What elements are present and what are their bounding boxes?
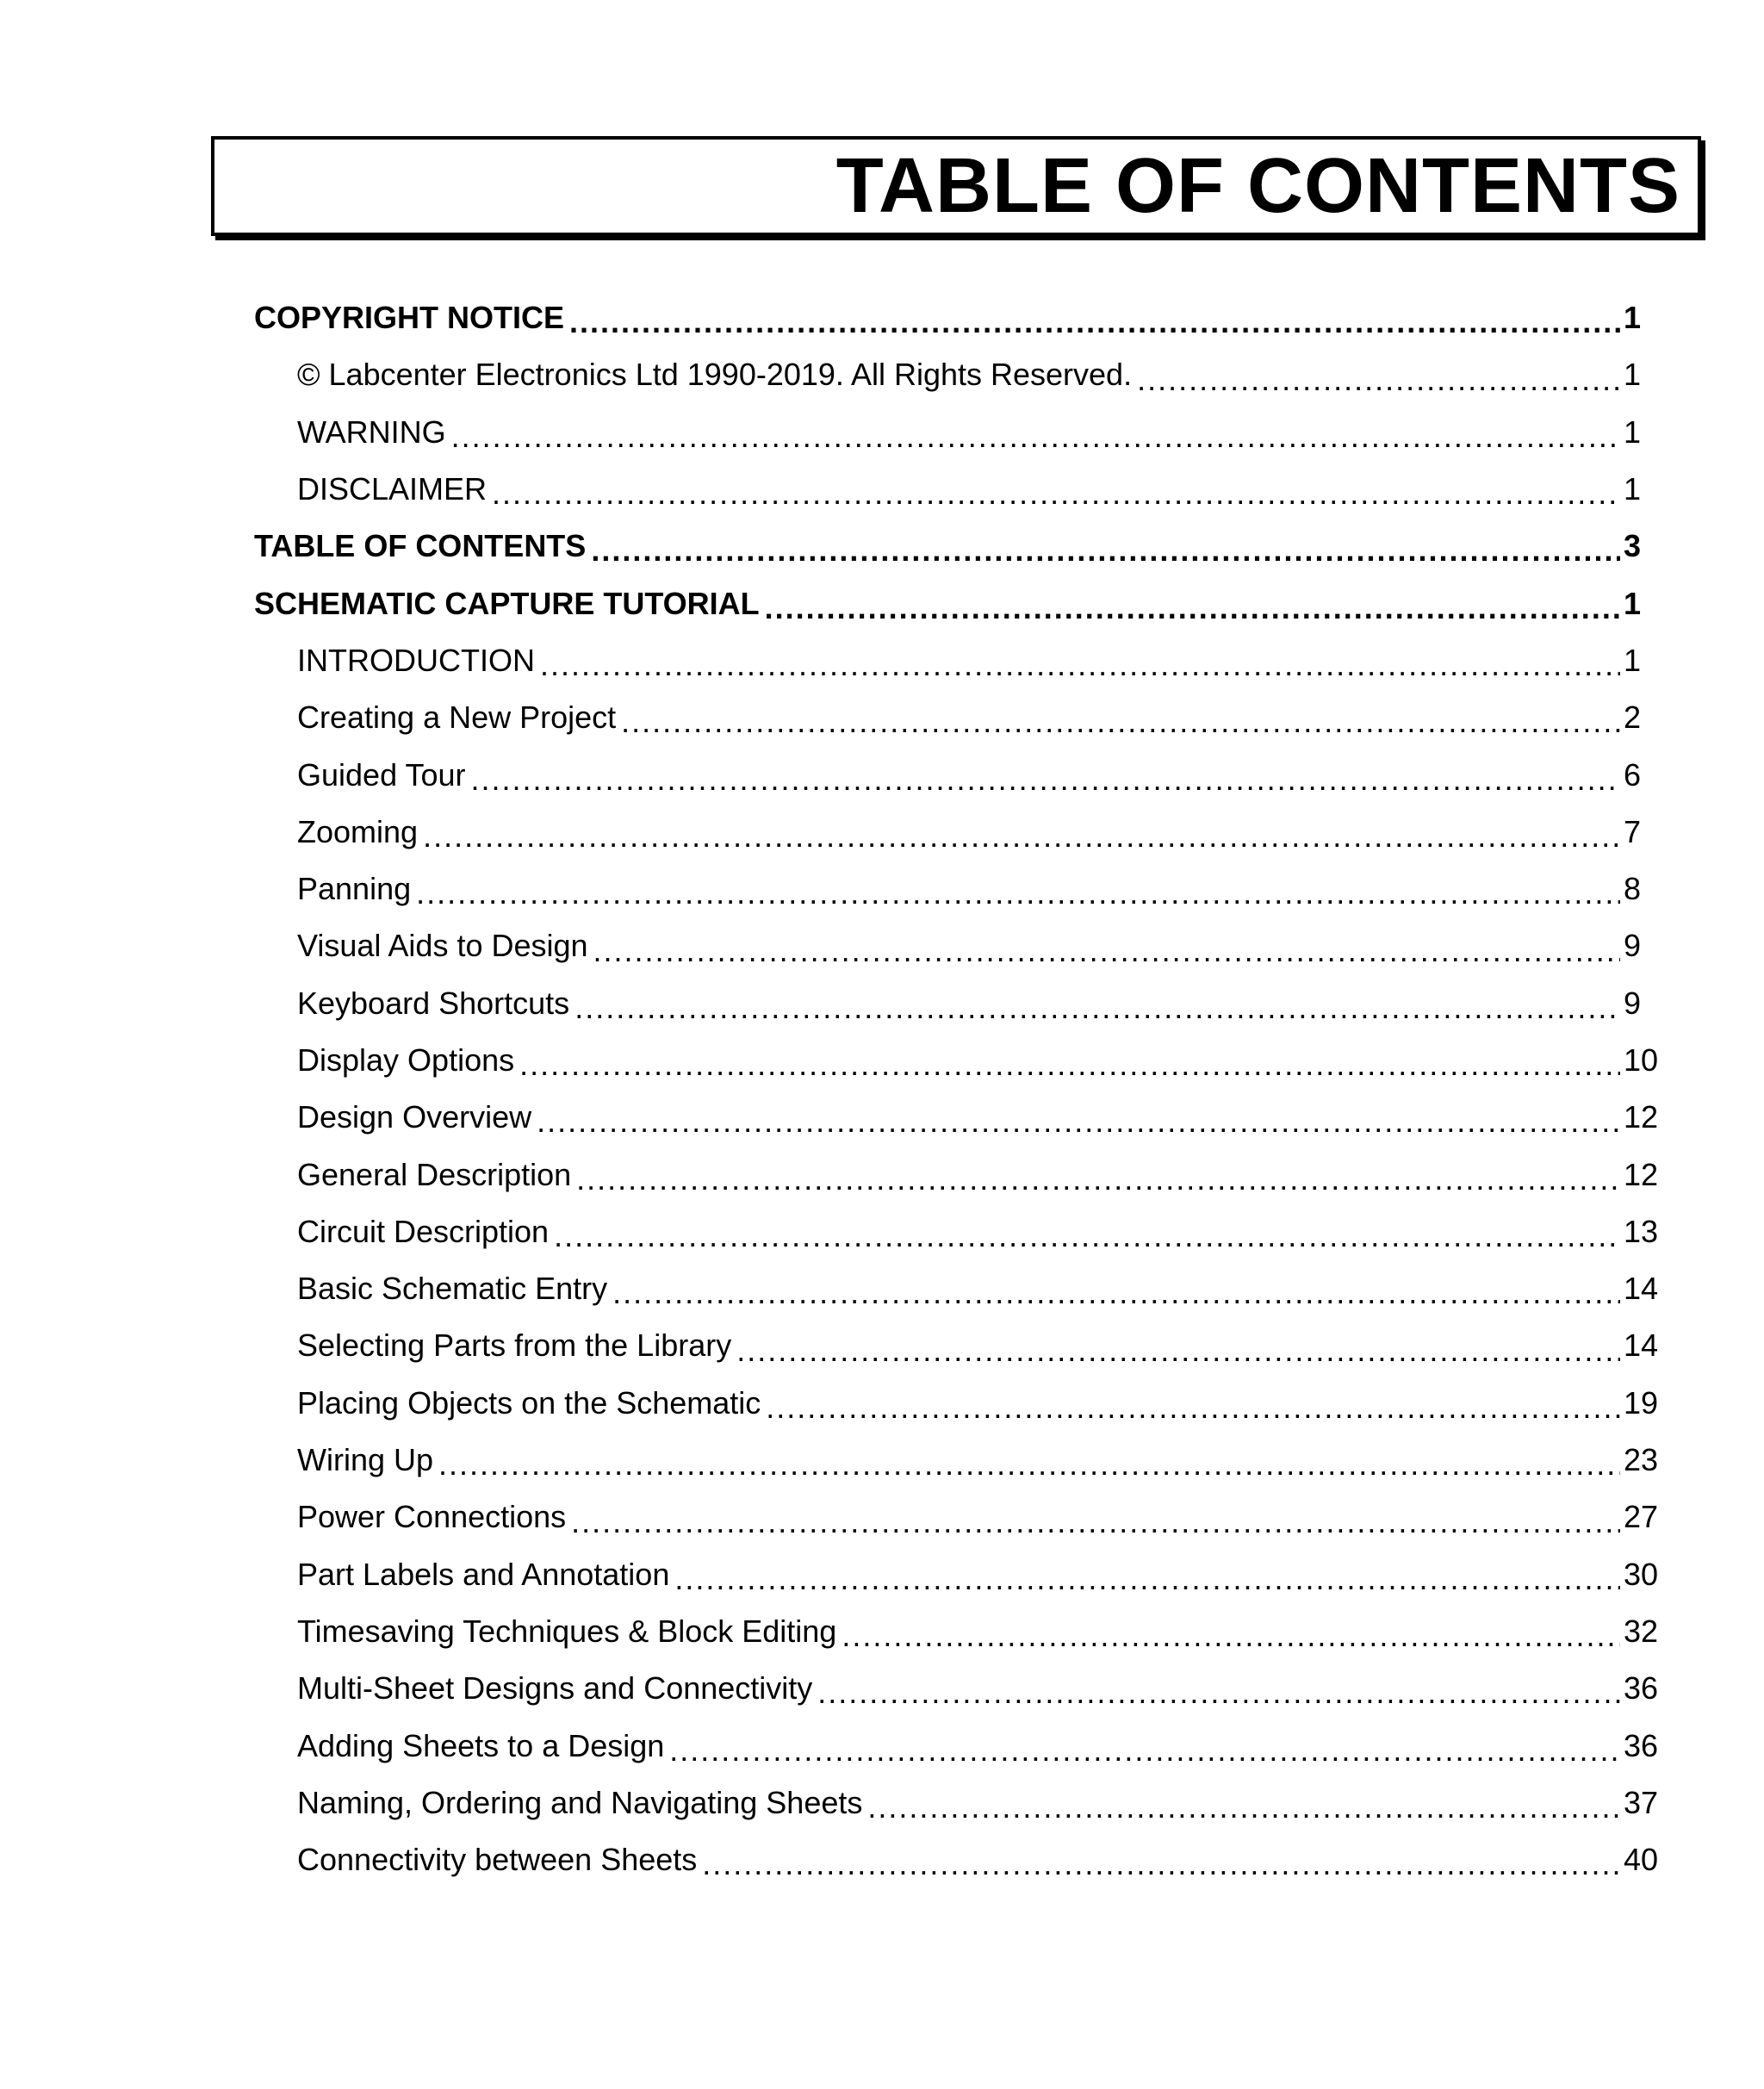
toc-entry-label: Power Connections [297, 1499, 567, 1535]
toc-entry[interactable] [254, 975, 1667, 1032]
toc-entry-page-number: 36 [1624, 1727, 1659, 1763]
toc-entry[interactable] [254, 632, 1667, 689]
toc-entry-label: Basic Schematic Entry [297, 1271, 608, 1307]
toc-entry[interactable] [254, 689, 1667, 746]
toc-entry[interactable] [254, 289, 1667, 346]
toc-entry-label: SCHEMATIC CAPTURE TUTORIAL [254, 585, 760, 621]
toc-entry[interactable] [254, 746, 1667, 803]
toc-entry[interactable] [254, 461, 1667, 518]
toc-entry-label: Display Options [297, 1042, 515, 1078]
toc-entry-label: Keyboard Shortcuts [297, 985, 570, 1021]
toc-dot-leader [576, 1162, 1620, 1197]
toc-entry-label: INTRODUCTION [297, 642, 535, 678]
page-title-box [211, 136, 1701, 236]
toc-entry[interactable] [254, 404, 1667, 461]
page-title: TABLE OF CONTENTS [835, 143, 1680, 229]
toc-entry-page-number: 23 [1624, 1442, 1659, 1478]
toc-dot-leader [423, 819, 1620, 854]
toc-entry-label: Creating a New Project [297, 699, 617, 736]
toc-entry[interactable] [254, 917, 1667, 974]
toc-entry-page-number: 19 [1624, 1384, 1659, 1421]
toc-entry[interactable] [254, 1660, 1667, 1717]
table-of-contents-list [254, 289, 1667, 1888]
toc-entry-page-number: 10 [1624, 1042, 1659, 1078]
toc-entry-page-number: 12 [1624, 1099, 1659, 1135]
toc-dot-leader [612, 1276, 1620, 1310]
toc-entry[interactable] [254, 1603, 1667, 1660]
toc-entry-page-number: 9 [1624, 985, 1642, 1021]
toc-entry-page-number: 14 [1624, 1271, 1659, 1307]
toc-dot-leader [438, 1447, 1620, 1482]
toc-entry-page-number: 27 [1624, 1499, 1659, 1535]
toc-entry-label: DISCLAIMER [297, 471, 488, 507]
toc-entry-label: General Description [297, 1156, 572, 1192]
toc-entry-page-number: 8 [1624, 871, 1642, 907]
toc-dot-leader [674, 1562, 1620, 1596]
toc-entry-label: Placing Objects on the Schematic [297, 1384, 761, 1421]
toc-dot-leader [537, 1104, 1620, 1139]
toc-dot-leader [867, 1790, 1620, 1825]
toc-entry[interactable] [254, 1089, 1667, 1146]
toc-dot-leader [736, 1334, 1620, 1368]
toc-entry-page-number: 6 [1624, 756, 1642, 793]
toc-dot-leader [817, 1676, 1620, 1710]
toc-entry-page-number: 37 [1624, 1784, 1659, 1820]
toc-dot-leader [593, 934, 1620, 968]
toc-entry-page-number: 7 [1624, 813, 1642, 849]
toc-entry-page-number: 36 [1624, 1670, 1659, 1707]
toc-entry-label: Naming, Ordering and Navigating Sheets [297, 1784, 863, 1820]
toc-entry-page-number: 40 [1624, 1842, 1659, 1878]
toc-entry[interactable] [254, 1203, 1667, 1260]
toc-dot-leader [621, 705, 1620, 739]
toc-entry-label: WARNING [297, 413, 446, 450]
toc-entry-label: © Labcenter Electronics Ltd 1990-2019. All Rights Reserved. [297, 357, 1133, 393]
toc-entry-label: TABLE OF CONTENTS [254, 528, 587, 564]
toc-dot-leader [554, 1219, 1620, 1253]
toc-dot-leader [575, 991, 1620, 1025]
toc-entry[interactable] [254, 1489, 1667, 1545]
toc-entry-label: Zooming [297, 813, 419, 849]
toc-entry-page-number: 30 [1624, 1556, 1659, 1592]
toc-entry[interactable] [254, 861, 1667, 917]
toc-dot-leader [571, 1505, 1620, 1539]
toc-dot-leader [519, 1048, 1620, 1082]
toc-entry-page-number: 1 [1624, 413, 1642, 450]
toc-dot-leader [766, 1390, 1620, 1425]
toc-dot-leader [765, 591, 1620, 625]
toc-entry[interactable] [254, 1717, 1667, 1774]
toc-entry[interactable] [254, 1032, 1667, 1089]
toc-entry-label: COPYRIGHT NOTICE [254, 300, 565, 336]
toc-entry[interactable] [254, 804, 1667, 861]
toc-entry-label: Visual Aids to Design [297, 928, 588, 964]
toc-entry[interactable] [254, 518, 1667, 575]
toc-entry-page-number: 1 [1624, 357, 1642, 393]
toc-entry-page-number: 1 [1624, 585, 1642, 621]
toc-entry-label: Panning [297, 871, 412, 907]
toc-entry-page-number: 1 [1624, 642, 1642, 678]
toc-entry-label: Guided Tour [297, 756, 466, 793]
toc-entry[interactable] [254, 1775, 1667, 1831]
toc-entry-page-number: 1 [1624, 471, 1642, 507]
toc-entry-page-number: 3 [1624, 528, 1642, 564]
toc-entry[interactable] [254, 1146, 1667, 1203]
toc-dot-leader [842, 1619, 1620, 1653]
toc-entry[interactable] [254, 1260, 1667, 1317]
toc-entry-page-number: 32 [1624, 1613, 1659, 1649]
toc-entry-page-number: 2 [1624, 699, 1642, 736]
toc-entry-label: Adding Sheets to a Design [297, 1727, 665, 1763]
toc-entry-page-number: 14 [1624, 1327, 1659, 1364]
toc-dot-leader [470, 762, 1620, 797]
toc-entry-page-number: 13 [1624, 1213, 1659, 1249]
toc-entry[interactable] [254, 1317, 1667, 1374]
toc-dot-leader [1137, 363, 1620, 397]
toc-entry-label: Multi-Sheet Designs and Connectivity [297, 1670, 813, 1707]
toc-entry-label: Connectivity between Sheets [297, 1842, 698, 1878]
toc-entry-page-number: 1 [1624, 300, 1642, 336]
toc-entry[interactable] [254, 575, 1667, 631]
toc-dot-leader [416, 876, 1620, 911]
toc-entry-label: Selecting Parts from the Library [297, 1327, 732, 1364]
toc-entry[interactable] [254, 346, 1667, 403]
toc-dot-leader [492, 476, 1620, 511]
toc-entry-label: Circuit Description [297, 1213, 550, 1249]
toc-dot-leader [569, 305, 1620, 339]
toc-dot-leader [451, 420, 1620, 454]
toc-entry[interactable] [254, 1546, 1667, 1603]
toc-dot-leader [540, 648, 1620, 682]
toc-entry[interactable] [254, 1831, 1667, 1888]
toc-dot-leader [591, 533, 1620, 568]
toc-entry-label: Wiring Up [297, 1442, 434, 1478]
toc-entry-page-number: 9 [1624, 928, 1642, 964]
toc-entry-label: Timesaving Techniques & Block Editing [297, 1613, 837, 1649]
toc-entry[interactable] [254, 1432, 1667, 1489]
toc-entry-page-number: 12 [1624, 1156, 1659, 1192]
toc-entry-label: Design Overview [297, 1099, 532, 1135]
toc-entry[interactable] [254, 1375, 1667, 1432]
toc-dot-leader [669, 1733, 1620, 1768]
toc-entry-label: Part Labels and Annotation [297, 1556, 670, 1592]
toc-dot-leader [702, 1847, 1620, 1881]
